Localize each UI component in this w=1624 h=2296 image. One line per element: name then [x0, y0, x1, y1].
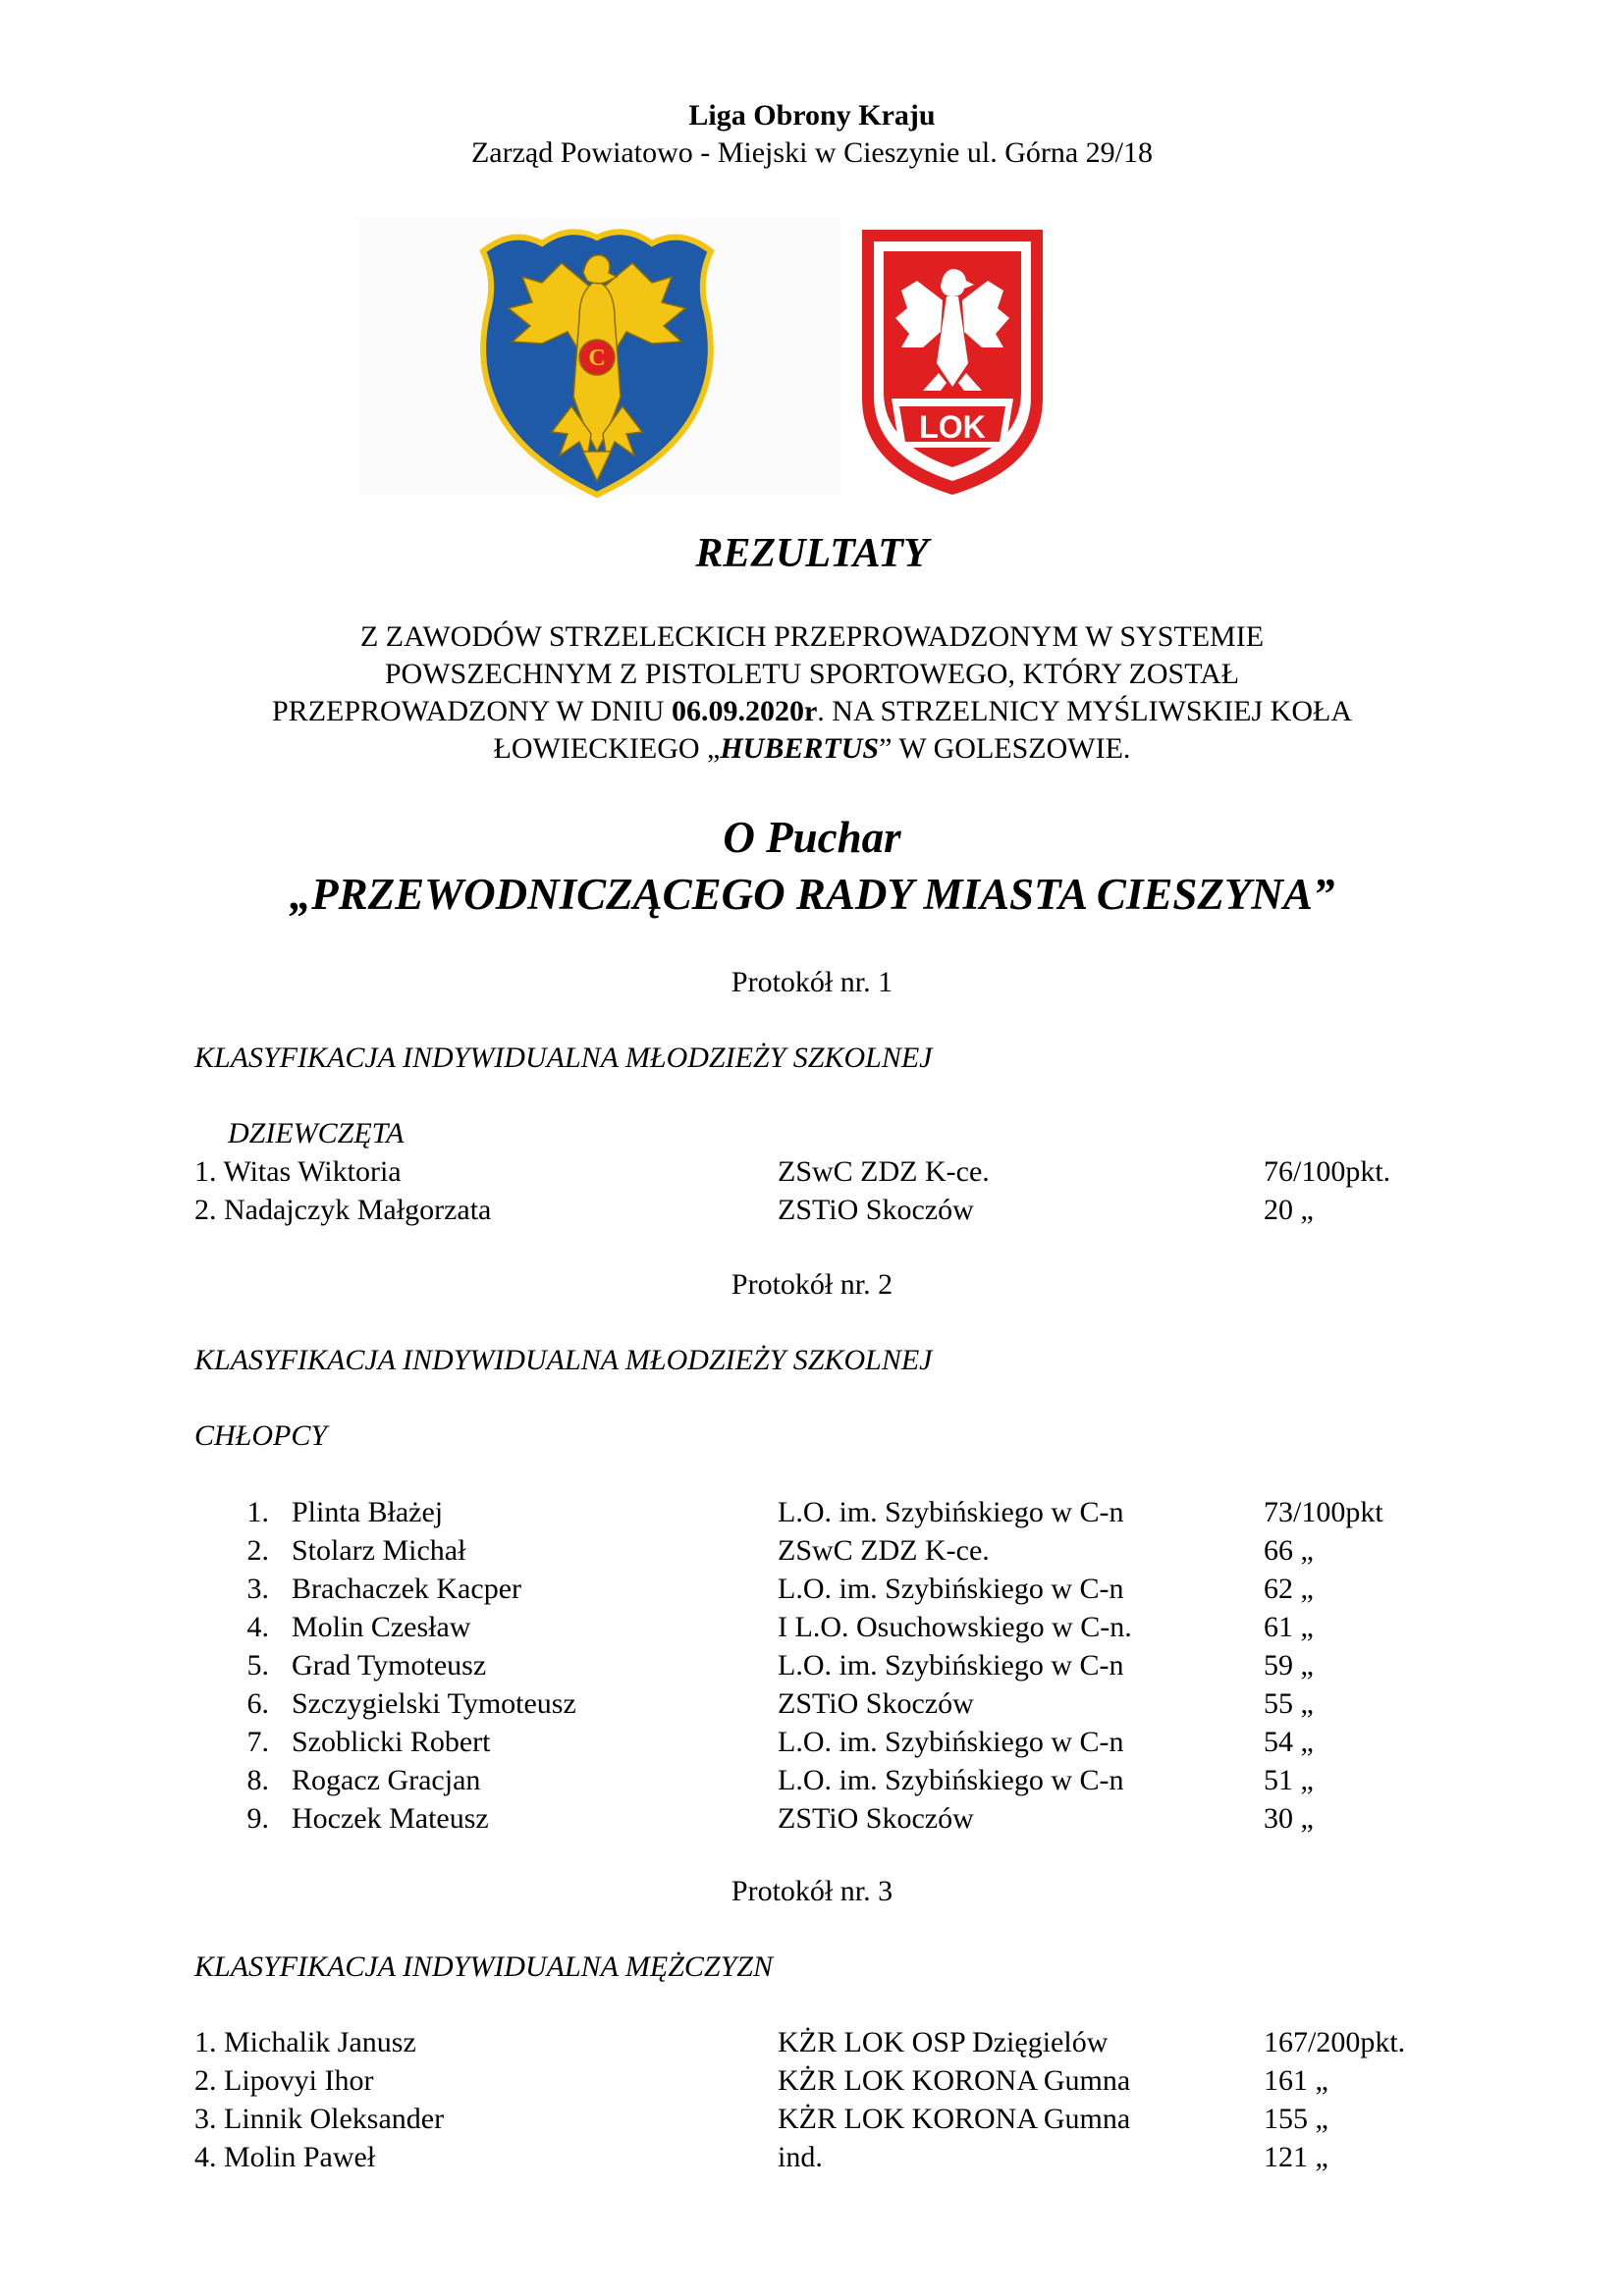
intro-line-4 [0, 730, 1624, 768]
competitor-score: 61 „ [1264, 1611, 1314, 1643]
competitor-club: ZSwC ZDZ K-ce. [778, 1534, 990, 1567]
table-row [0, 2103, 1624, 2140]
competitor-name: Stolarz Michał [292, 1534, 466, 1567]
lok-emblem-text: LOK [919, 409, 986, 445]
logos-area [359, 218, 986, 495]
protocol-1-group: DZIEWCZĘTA [228, 1117, 405, 1149]
table-row [0, 2064, 1624, 2102]
intro-line-1: Z ZAWODÓW STRZELECKICH PRZEPROWADZONYM W SYSTEMIE [359, 620, 1265, 653]
table-row [0, 1649, 1624, 1686]
competitor-score: 55 „ [1264, 1687, 1314, 1720]
competitor-name: Plinta Błażej [292, 1496, 444, 1528]
table-row [0, 1764, 1624, 1801]
competitor-club: L.O. im. Szybińskiego w C-n [778, 1726, 1124, 1758]
protocol-3-title: Protokół nr. 3 [731, 1875, 893, 1907]
competitor-club: ZSTiO Skoczów [778, 1802, 974, 1835]
rank-number: 9. [246, 1802, 269, 1835]
competitor-name: 3. Linnik Oleksander [194, 2103, 445, 2135]
intro-line-4-pre: ŁOWIECKIEGO „ [493, 732, 721, 765]
table-row [0, 1611, 1624, 1648]
table-row [0, 1194, 1624, 1231]
competitor-name: Szczygielski Tymoteusz [292, 1687, 576, 1720]
organization-name: Liga Obrony Kraju [688, 99, 936, 132]
cup-heading: O Puchar [723, 813, 901, 862]
competitor-score: 76/100pkt. [1264, 1155, 1391, 1188]
table-row [0, 1726, 1624, 1763]
intro-line-4-post: ” W GOLESZOWIE. [879, 732, 1131, 765]
table-row [0, 1573, 1624, 1610]
table-row [0, 1155, 1624, 1193]
rank-number: 1. [246, 1496, 269, 1528]
table-row [0, 1534, 1624, 1572]
protocol-2-title: Protokół nr. 2 [731, 1268, 893, 1301]
competitor-name: 1. Witas Wiktoria [194, 1155, 402, 1188]
competitor-name: Hoczek Mateusz [292, 1802, 489, 1835]
cieszyn-letter: C [588, 346, 606, 371]
competitor-club: ZSTiO Skoczów [778, 1687, 974, 1720]
table-row [0, 2141, 1624, 2178]
competitor-club: ind. [778, 2141, 823, 2173]
competitor-name: Grad Tymoteusz [292, 1649, 487, 1682]
protocol-1-title: Protokół nr. 1 [731, 966, 893, 998]
rank-number: 5. [246, 1649, 269, 1682]
competitor-score: 20 „ [1264, 1194, 1314, 1226]
competitor-club: L.O. im. Szybińskiego w C-n [778, 1573, 1124, 1605]
competitor-club: L.O. im. Szybińskiego w C-n [778, 1649, 1124, 1682]
intro-line-3 [0, 693, 1624, 730]
competitor-club: KŻR LOK KORONA Gumna [778, 2103, 1131, 2135]
table-row [0, 2026, 1624, 2063]
competitor-club: ZSwC ZDZ K-ce. [778, 1155, 990, 1188]
intro-line-3-post: . NA STRZELNICY MYŚLIWSKIEJ KOŁA [817, 695, 1352, 727]
competitor-score: 121 „ [1264, 2141, 1328, 2173]
club-name: HUBERTUS [720, 732, 880, 765]
protocol-3-category: KLASYFIKACJA INDYWIDUALNA MĘŻCZYZN [194, 1950, 773, 1983]
protocol-2-group: CHŁOPCY [194, 1419, 328, 1452]
competitor-score: 66 „ [1264, 1534, 1314, 1567]
competitor-club: L.O. im. Szybińskiego w C-n [778, 1764, 1124, 1796]
rank-number: 8. [246, 1764, 269, 1796]
rank-number: 7. [246, 1726, 269, 1758]
protocol-1-category: KLASYFIKACJA INDYWIDUALNA MŁODZIEŻY SZKOLNEJ [194, 1041, 933, 1074]
competitor-club: L.O. im. Szybińskiego w C-n [778, 1496, 1124, 1528]
competitor-score: 161 „ [1264, 2064, 1328, 2097]
competitor-name: 2. Nadajczyk Małgorzata [194, 1194, 492, 1226]
organization-address: Zarząd Powiatowo - Miejski w Cieszynie ul. Górna 29/18 [470, 136, 1154, 169]
competitor-score: 155 „ [1264, 2103, 1328, 2135]
competitor-name: 2. Lipovyi Ihor [194, 2064, 374, 2097]
competitor-score: 51 „ [1264, 1764, 1314, 1796]
competitor-name: Szoblicki Robert [292, 1726, 491, 1758]
rank-number: 4. [246, 1611, 269, 1643]
table-row [0, 1802, 1624, 1840]
competitor-name: Rogacz Gracjan [292, 1764, 481, 1796]
document-title: REZULTATY [695, 531, 929, 576]
competitor-name: Molin Czesław [292, 1611, 471, 1643]
event-date: 06.09.2020r [671, 695, 818, 727]
intro-line-3-pre: PRZEPROWADZONY W DNIU [272, 695, 672, 727]
competitor-name: 4. Molin Paweł [194, 2141, 376, 2173]
competitor-score: 30 „ [1264, 1802, 1314, 1835]
cup-name: „PRZEWODNICZĄCEGO RADY MIASTA CIESZYNA” [289, 870, 1335, 919]
competitor-club: I L.O. Osuchowskiego w C-n. [778, 1611, 1132, 1643]
rank-number: 6. [246, 1687, 269, 1720]
competitor-score: 54 „ [1264, 1726, 1314, 1758]
competitor-club: ZSTiO Skoczów [778, 1194, 974, 1226]
table-row [0, 1687, 1624, 1725]
competitor-name: Brachaczek Kacper [292, 1573, 521, 1605]
rank-number: 2. [246, 1534, 269, 1567]
intro-paragraph [0, 618, 1624, 768]
competitor-score: 59 „ [1264, 1649, 1314, 1682]
rank-number: 3. [246, 1573, 269, 1605]
competitor-club: KŻR LOK KORONA Gumna [778, 2064, 1131, 2097]
competitor-score: 73/100pkt [1264, 1496, 1383, 1528]
competitor-name: 1. Michalik Janusz [194, 2026, 416, 2058]
cieszyn-coat-of-arms-icon [473, 224, 721, 501]
protocol-2-category: KLASYFIKACJA INDYWIDUALNA MŁODZIEŻY SZKOLNEJ [194, 1344, 933, 1376]
table-row [0, 1496, 1624, 1533]
competitor-club: KŻR LOK OSP Dzięgielów [778, 2026, 1109, 2058]
lok-emblem-icon [858, 226, 1047, 499]
intro-line-2: POWSZECHNYM Z PISTOLETU SPORTOWEGO, KTÓRY ZOSTAŁ [384, 658, 1240, 690]
competitor-score: 62 „ [1264, 1573, 1314, 1605]
competitor-score: 167/200pkt. [1264, 2026, 1406, 2058]
